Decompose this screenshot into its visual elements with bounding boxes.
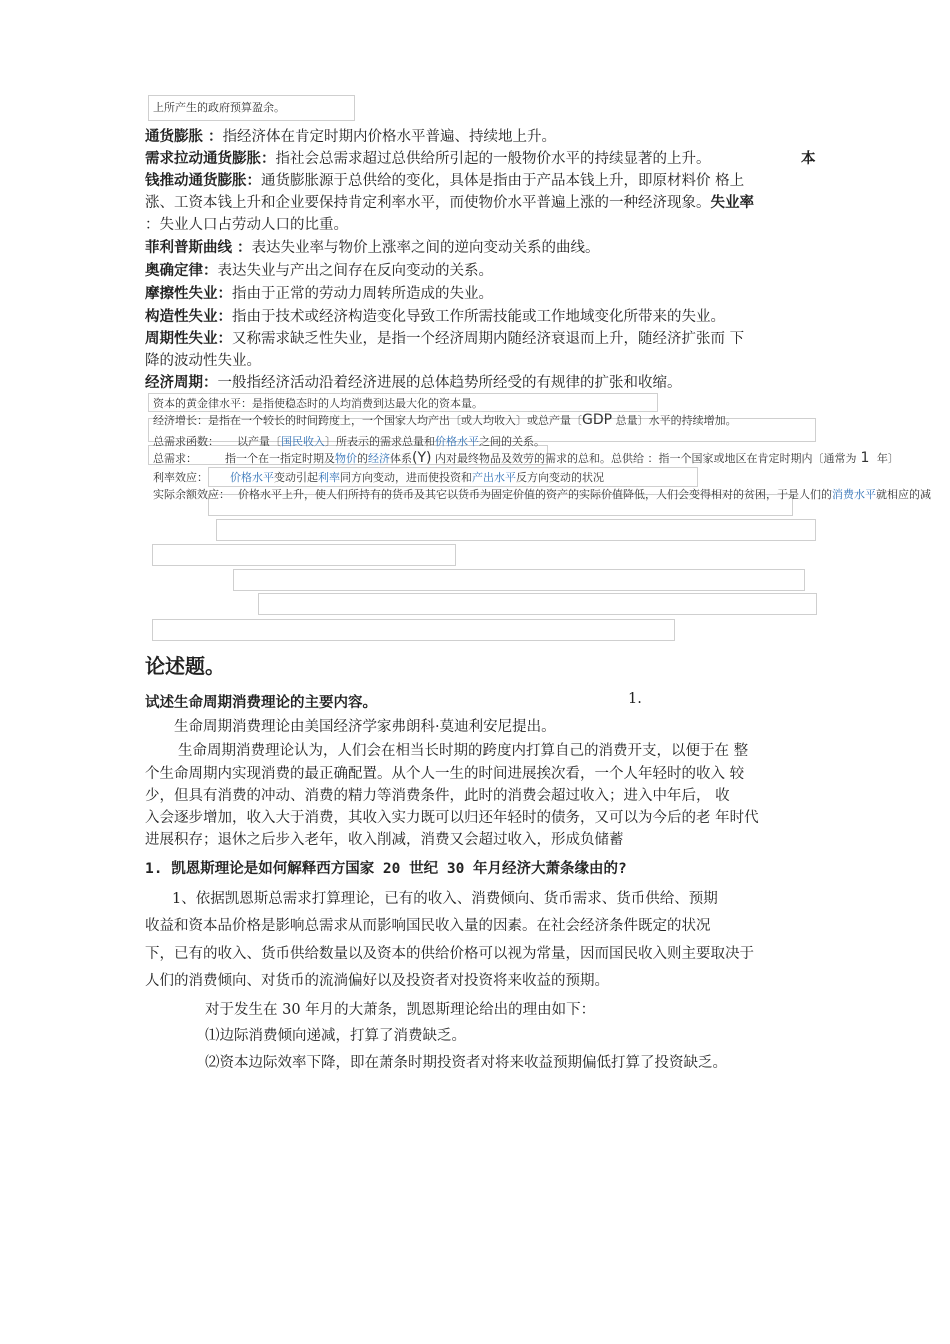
essay-heading: 论述题。 <box>145 654 225 678</box>
definition-term: 菲利普斯曲线 ： <box>145 240 252 256</box>
answer-1-line: 少，但具有消费的冲动、消费的精力等消费条件，此时的消费会超过收入；进入中年后， 收 <box>145 788 730 804</box>
question-1: 试述生命周期消费理论的主要内容。 <box>145 695 377 711</box>
answer-2-line: 1、依据凯恩斯总需求打算理论，已有的收入、消费倾向、货币需求、货币供给、预期 <box>172 891 718 907</box>
answer-1-line: 生命周期消费理论认为，人们会在相当长时期的跨度内打算自己的消费开支，以便于在 整 <box>178 743 749 759</box>
definition-line <box>145 283 493 305</box>
agg-link-national-income[interactable]: 国民收入 <box>281 435 325 448</box>
definition-text: 指由于正常的劳动力周转所造成的失业。 <box>232 286 493 302</box>
demand-text-b: 的 <box>357 452 368 465</box>
fragment-box <box>152 619 675 641</box>
answer-2-line: 收益和资本品价格是影响总需求从而影响国民收入量的因素。在社会经济条件既定的状况 <box>145 918 711 934</box>
rate-link-price-level[interactable]: 价格水平 <box>230 471 274 484</box>
definition-text: 指由于技术或经济构造变化导致工作所需技能或工作地域变化所带来的失业。 <box>232 309 725 325</box>
rate-label: 利率效应： <box>153 471 208 484</box>
definition-line <box>145 372 682 394</box>
demand-num: 1 <box>860 450 870 466</box>
definition-term: 通货膨胀 ： <box>145 129 223 145</box>
definition-text: 表达失业与产出之间存在反向变动的关系。 <box>217 263 493 279</box>
demand-link-price[interactable]: 物价 <box>335 452 357 465</box>
definition-text: ：失业人口占劳动人口的比重。 <box>145 217 348 233</box>
question-2: 1. 凯恩斯理论是如何解释西方国家 20 世纪 30 年月经济大萧条缘由的? <box>145 861 627 877</box>
demand-y: (Y) <box>412 450 432 466</box>
definition-text: 指社会总需求超过总供给所引起的一般物价水平的持续显著的上升。 <box>275 151 711 167</box>
definition-line <box>145 126 556 148</box>
definition-term: 失业率 <box>710 195 754 211</box>
definition-text: 表达失业率与物价上涨率之间的逆向变动关系的曲线。 <box>251 240 600 256</box>
rate-link-output[interactable]: 产出水平 <box>472 471 516 484</box>
demand-text-d: 内对最终物品及效劳的需求的总和。总供给 ：指一个国家或地区在肯定时期内〔通常为 <box>431 452 857 465</box>
definition-term: 构造性失业： <box>145 309 232 325</box>
growth-text-a: 经济增长：是指在一个较长的时间跨度上，一个国家人均产出〔或人均收入〕或总产量〔 <box>153 414 582 427</box>
definition-text: 通货膨胀源于总供给的变化，具体是指由于产品本钱上升，即原材料价 格上 <box>261 173 745 189</box>
answer-2-sub: ⑵资本边际效率下降，即在萧条时期投资者对将来收益预期偏低打算了投资缺乏。 <box>205 1055 727 1071</box>
growth-text-b: 总量〕水平的持续增加。 <box>612 414 737 427</box>
definition-term: 摩擦性失业： <box>145 286 232 302</box>
definition-text: 指经济体在肯定时期内价格水平普遍、持续地上升。 <box>222 129 557 145</box>
agg-label: 总需求函数： <box>153 435 219 448</box>
definition-line <box>145 260 493 282</box>
definition-line <box>145 214 348 236</box>
definition-text: 一般指经济活动沿着经济进展的总体趋势所经受的有规律的扩张和收缩。 <box>217 375 682 391</box>
definition-line <box>145 170 744 192</box>
answer-1-line: 个生命周期内实现消费的最正确配置。从个人一生的时间进展挨次看，一个人年轻时的收入 较 <box>145 766 745 782</box>
agg-text-a: 以产量〔 <box>237 435 281 448</box>
demand-text-a: 指一个在一指定时期及 <box>225 452 335 465</box>
wealth-label: 实际余额效应： <box>153 488 230 501</box>
demand-link-economy[interactable]: 经济 <box>368 452 390 465</box>
definition-line <box>145 328 744 350</box>
answer-2-line: 下，已有的收入、货币供给数量以及资本的供给价格可以视为常量，因而国民收入则主要取决于 <box>145 946 754 962</box>
definition-text: 涨、工资本钱上升和企业要保持肯定利率水平，而使物价水平普遍上涨的一种经济现象。 <box>145 195 711 211</box>
definition-text: 降的波动性失业。 <box>145 353 261 369</box>
definition-line <box>145 350 261 372</box>
rate-text-c: 反方向变动的状况 <box>516 471 604 484</box>
answer-2-line: 人们的消费倾向、对货币的流淌偏好以及投资者对投资将来收益的预期。 <box>145 973 609 989</box>
definition-line <box>145 192 754 214</box>
growth-gdp: GDP <box>582 412 613 428</box>
demand-text-c: 体系 <box>390 452 412 465</box>
definition-text: 又称需求缺乏性失业，是指一个经济周期内随经济衰退而上升，随经济扩张而 下 <box>232 331 745 347</box>
definition-term: 钱推动通货膨胀： <box>145 173 261 189</box>
answer-2-sub: 对于发生在 30 年月的大萧条，凯恩斯理论给出的理由如下： <box>205 1002 596 1018</box>
top-fragment-text: 上所产生的政府预算盈余。 <box>153 101 285 114</box>
agg-text-c: 之间的关系。 <box>479 435 545 448</box>
definition-tail: 本 <box>801 151 816 167</box>
agg-text-b: 〕所表示的需求总量和 <box>325 435 435 448</box>
demand-label: 总需求： <box>153 452 197 465</box>
definition-line <box>145 237 600 259</box>
wealth-text-b: 就相应的减 <box>876 488 931 501</box>
answer-1-line: 入会逐步增加，收入大于消费，其收入实力既可以归还年轻时的债务，又可以为今后的老 年时代 <box>145 810 759 826</box>
rate-link-interest[interactable]: 利率 <box>318 471 340 484</box>
definition-term: 经济周期： <box>145 375 218 391</box>
wealth-link-consumption[interactable]: 消费水平 <box>832 488 876 501</box>
fragment-box <box>216 519 816 541</box>
definition-term: 需求拉动通货膨胀： <box>145 151 276 167</box>
rate-text-a: 变动引起 <box>274 471 318 484</box>
answer-1-line: 进展积存；退休之后步入老年，收入削减，消费又会超过收入，形成负储蓄 <box>145 832 624 848</box>
total-demand-line <box>153 450 899 466</box>
demand-text-e: 年〕 <box>873 452 899 465</box>
rate-text-b: 同方向变动，进而使投资和 <box>340 471 472 484</box>
wealth-text-a: 价格水平上升，使人们所持有的货币及其它以货币为固定价值的资产的实际价值降低，人们会变得相对的贫困，于是人们的 <box>238 488 832 501</box>
interest-effect-line <box>153 469 604 485</box>
fragment-box <box>233 569 805 591</box>
golden-rule-line: 资本的黄金律水平：是指使稳态时的人均消费到达最大化的资本量。 <box>153 397 483 410</box>
definition-line <box>145 306 725 328</box>
agg-link-price-level[interactable]: 价格水平 <box>435 435 479 448</box>
definition-term: 奥确定律： <box>145 263 218 279</box>
question-1-number: 1. <box>628 691 642 707</box>
fragment-box <box>152 544 456 566</box>
fragment-box <box>258 593 817 615</box>
agg-demand-line <box>153 433 545 449</box>
answer-2-sub: ⑴边际消费倾向递减，打算了消费缺乏。 <box>205 1028 466 1044</box>
definition-line <box>145 148 711 170</box>
definition-term: 周期性失业： <box>145 331 232 347</box>
answer-1-line: 生命周期消费理论由美国经济学家弗朗科·莫迪利安尼提出。 <box>174 719 556 735</box>
growth-line <box>153 412 737 428</box>
real-balance-line <box>153 486 950 502</box>
